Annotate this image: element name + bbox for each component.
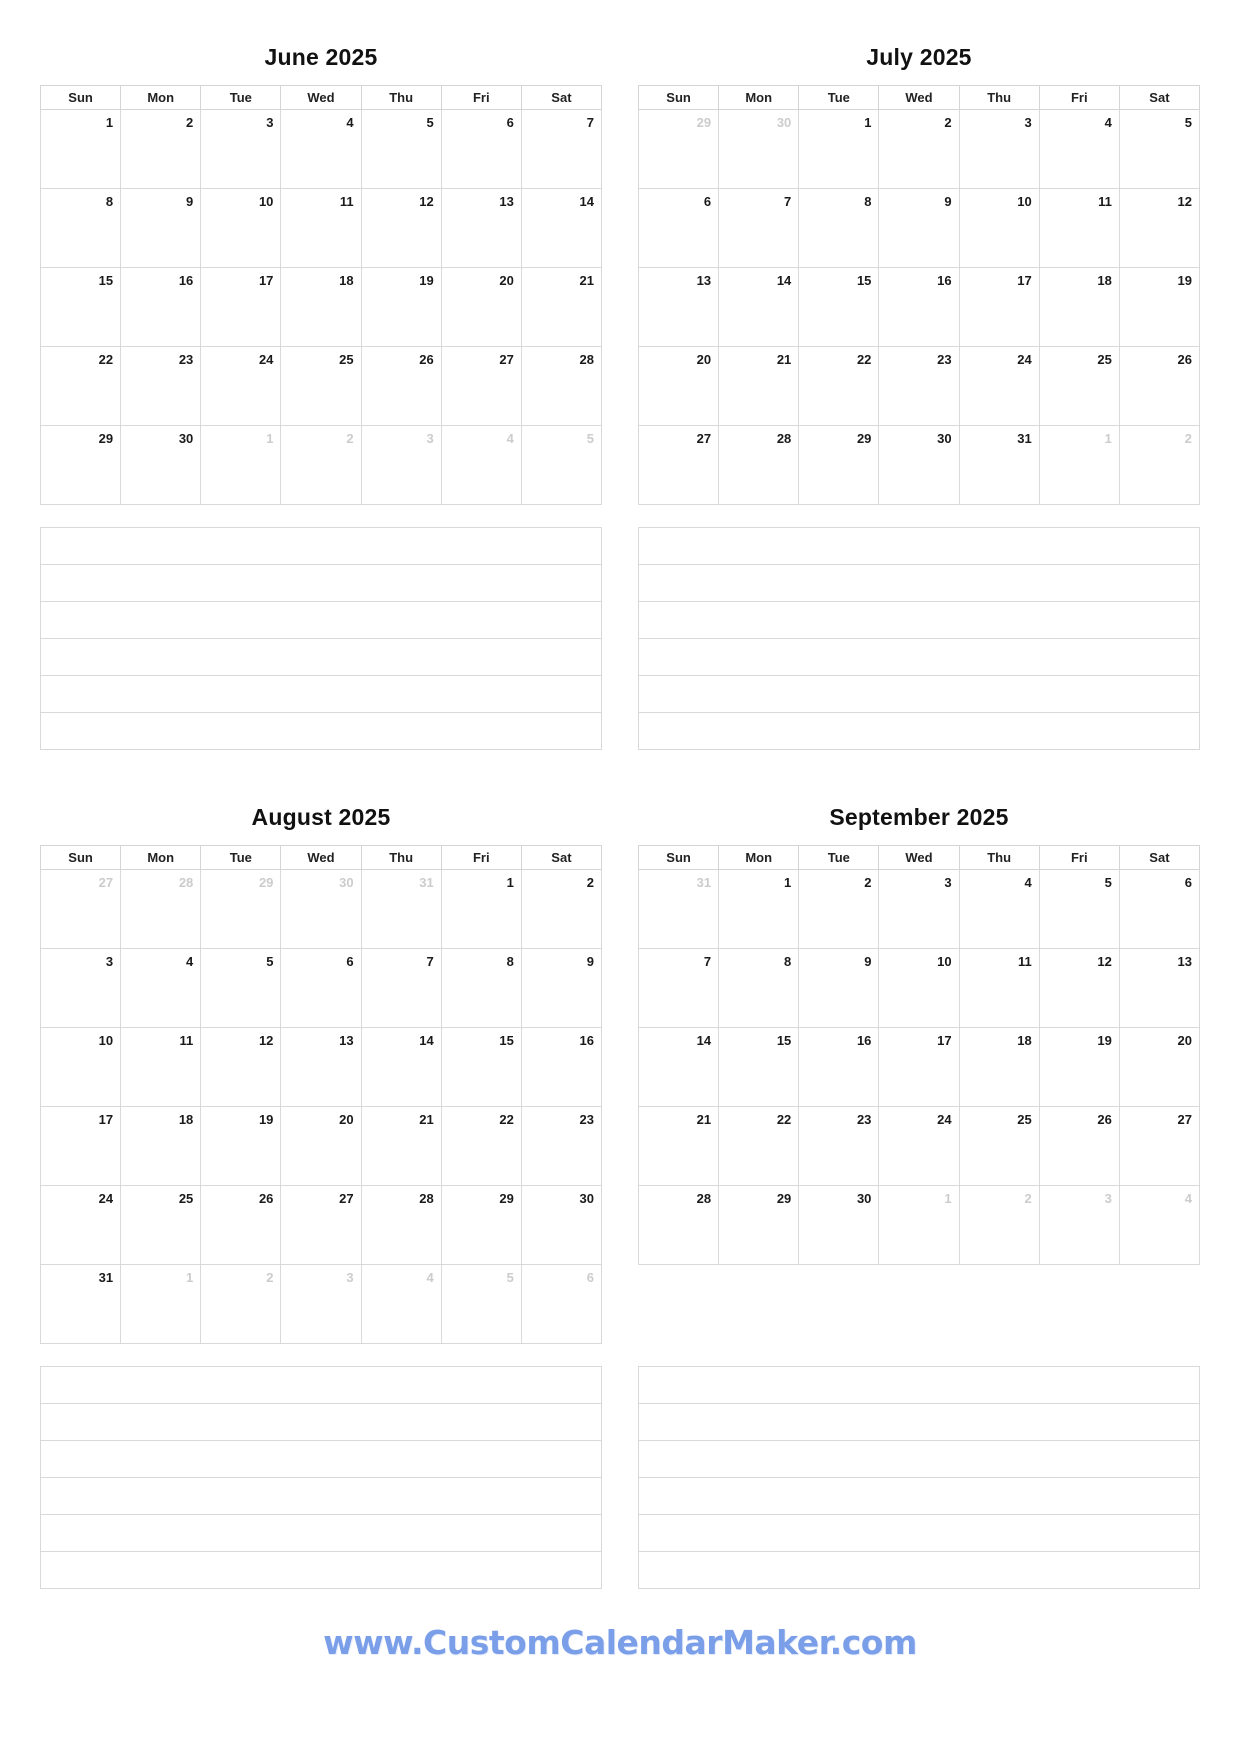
weekday-header-mon: Mon xyxy=(121,86,201,110)
day-cell[interactable]: 11 xyxy=(281,189,361,268)
notes-table-left[interactable] xyxy=(40,527,602,750)
month-grid xyxy=(40,845,602,1344)
day-cell[interactable]: 28 xyxy=(719,426,799,505)
day-cell[interactable]: 26 xyxy=(361,347,441,426)
day-cell[interactable]: 7 xyxy=(639,949,719,1028)
weekday-header-thu: Thu xyxy=(959,86,1039,110)
note-line[interactable] xyxy=(639,1367,1200,1404)
day-cell[interactable]: 29 xyxy=(441,1186,521,1265)
weekday-header-row xyxy=(639,86,1200,110)
note-line-row[interactable] xyxy=(41,602,602,639)
week-row xyxy=(639,870,1200,949)
day-cell[interactable]: 24 xyxy=(879,1107,959,1186)
day-cell[interactable]: 1 xyxy=(719,870,799,949)
note-line[interactable] xyxy=(41,565,602,602)
day-cell[interactable]: 28 xyxy=(639,1186,719,1265)
note-line[interactable] xyxy=(639,565,1200,602)
month-title: August 2025 xyxy=(251,804,391,830)
note-line[interactable] xyxy=(41,602,602,639)
day-cell[interactable]: 27 xyxy=(441,347,521,426)
day-cell[interactable]: 4 xyxy=(361,1265,441,1344)
note-line-row[interactable] xyxy=(41,1478,602,1515)
week-row xyxy=(41,110,602,189)
weekday-header-fri: Fri xyxy=(441,86,521,110)
note-line-row[interactable] xyxy=(41,713,602,750)
day-cell[interactable]: 6 xyxy=(639,189,719,268)
day-cell[interactable]: 5 xyxy=(361,110,441,189)
weekday-header-fri: Fri xyxy=(1039,846,1119,870)
day-cell[interactable]: 29 xyxy=(201,870,281,949)
day-cell[interactable]: 20 xyxy=(441,268,521,347)
day-cell[interactable]: 13 xyxy=(441,189,521,268)
note-line-row[interactable] xyxy=(41,1404,602,1441)
day-cell[interactable]: 3 xyxy=(201,110,281,189)
day-cell[interactable]: 12 xyxy=(1039,949,1119,1028)
day-cell[interactable]: 18 xyxy=(959,1028,1039,1107)
week-row xyxy=(41,949,602,1028)
month-body xyxy=(639,870,1200,1265)
day-cell[interactable]: 24 xyxy=(959,347,1039,426)
day-cell[interactable]: 2 xyxy=(121,110,201,189)
day-cell[interactable]: 30 xyxy=(281,870,361,949)
day-cell[interactable]: 1 xyxy=(41,110,121,189)
day-cell[interactable]: 14 xyxy=(719,268,799,347)
day-cell[interactable]: 27 xyxy=(639,426,719,505)
note-line[interactable] xyxy=(41,713,602,750)
day-cell[interactable]: 21 xyxy=(521,268,601,347)
day-cell[interactable]: 10 xyxy=(959,189,1039,268)
day-cell[interactable]: 16 xyxy=(121,268,201,347)
day-cell[interactable]: 28 xyxy=(521,347,601,426)
note-line[interactable] xyxy=(639,1478,1200,1515)
weekday-header-sun: Sun xyxy=(639,86,719,110)
day-cell[interactable]: 3 xyxy=(879,870,959,949)
week-row xyxy=(639,110,1200,189)
note-line-row[interactable] xyxy=(41,639,602,676)
month-title: July 2025 xyxy=(866,44,972,70)
day-cell[interactable]: 30 xyxy=(799,1186,879,1265)
notes-table-right[interactable] xyxy=(638,527,1200,750)
day-cell[interactable]: 14 xyxy=(521,189,601,268)
day-cell[interactable]: 4 xyxy=(1039,110,1119,189)
month-grid xyxy=(638,845,1200,1265)
day-cell[interactable]: 18 xyxy=(281,268,361,347)
weekday-header-thu: Thu xyxy=(361,846,441,870)
note-line[interactable] xyxy=(639,1441,1200,1478)
month-grid xyxy=(40,85,602,505)
week-row xyxy=(639,949,1200,1028)
day-cell[interactable]: 15 xyxy=(441,1028,521,1107)
day-cell[interactable]: 14 xyxy=(361,1028,441,1107)
day-cell[interactable]: 1 xyxy=(799,110,879,189)
day-cell[interactable]: 12 xyxy=(201,1028,281,1107)
weekday-header-fri: Fri xyxy=(441,846,521,870)
notes-body xyxy=(41,1367,602,1589)
weekday-header-wed: Wed xyxy=(281,846,361,870)
week-row xyxy=(41,426,602,505)
day-cell[interactable]: 26 xyxy=(201,1186,281,1265)
calendar-month-july xyxy=(638,30,1200,505)
calendar-row-bottom xyxy=(40,790,1200,1344)
website-link[interactable]: www.CustomCalendarMaker.com xyxy=(323,1623,917,1662)
note-line[interactable] xyxy=(41,528,602,565)
day-cell[interactable]: 25 xyxy=(959,1107,1039,1186)
day-cell[interactable]: 7 xyxy=(361,949,441,1028)
day-cell[interactable]: 28 xyxy=(121,870,201,949)
day-cell[interactable]: 15 xyxy=(799,268,879,347)
note-line[interactable] xyxy=(639,602,1200,639)
note-line-row[interactable] xyxy=(639,1552,1200,1589)
note-line[interactable] xyxy=(639,713,1200,750)
day-cell[interactable]: 1 xyxy=(441,870,521,949)
note-line-row[interactable] xyxy=(639,1404,1200,1441)
day-cell[interactable]: 6 xyxy=(281,949,361,1028)
day-cell[interactable]: 31 xyxy=(41,1265,121,1344)
week-row xyxy=(41,189,602,268)
day-cell[interactable]: 6 xyxy=(521,1265,601,1344)
week-row xyxy=(41,1028,602,1107)
note-line-row[interactable] xyxy=(639,1367,1200,1404)
weekday-header-tue: Tue xyxy=(201,86,281,110)
day-cell[interactable]: 6 xyxy=(1119,870,1199,949)
note-line[interactable] xyxy=(41,1367,602,1404)
day-cell[interactable]: 17 xyxy=(959,268,1039,347)
note-line-row[interactable] xyxy=(639,1478,1200,1515)
day-cell[interactable]: 17 xyxy=(201,268,281,347)
note-line[interactable] xyxy=(41,676,602,713)
note-line[interactable] xyxy=(41,1441,602,1478)
day-cell[interactable]: 29 xyxy=(41,426,121,505)
note-line-row[interactable] xyxy=(639,528,1200,565)
day-cell[interactable]: 2 xyxy=(799,870,879,949)
note-line[interactable] xyxy=(639,639,1200,676)
week-row xyxy=(41,1107,602,1186)
day-cell[interactable]: 27 xyxy=(1119,1107,1199,1186)
day-cell[interactable]: 22 xyxy=(441,1107,521,1186)
day-cell[interactable]: 8 xyxy=(441,949,521,1028)
notes-body xyxy=(639,1367,1200,1589)
day-cell[interactable]: 6 xyxy=(441,110,521,189)
note-line[interactable] xyxy=(639,1404,1200,1441)
day-cell[interactable]: 8 xyxy=(719,949,799,1028)
day-cell[interactable]: 1 xyxy=(879,1186,959,1265)
footer xyxy=(40,1623,1200,1662)
weekday-header-tue: Tue xyxy=(799,86,879,110)
day-cell[interactable]: 4 xyxy=(121,949,201,1028)
day-cell[interactable]: 5 xyxy=(201,949,281,1028)
day-cell[interactable]: 14 xyxy=(639,1028,719,1107)
day-cell[interactable]: 25 xyxy=(1039,347,1119,426)
day-cell[interactable]: 19 xyxy=(361,268,441,347)
day-cell[interactable]: 20 xyxy=(639,347,719,426)
day-cell[interactable]: 2 xyxy=(281,426,361,505)
day-cell[interactable]: 27 xyxy=(281,1186,361,1265)
day-cell[interactable]: 21 xyxy=(361,1107,441,1186)
day-cell[interactable]: 7 xyxy=(719,189,799,268)
day-cell[interactable]: 18 xyxy=(1039,268,1119,347)
day-cell[interactable]: 30 xyxy=(719,110,799,189)
day-cell[interactable]: 8 xyxy=(41,189,121,268)
week-row xyxy=(639,1028,1200,1107)
day-cell[interactable]: 22 xyxy=(719,1107,799,1186)
note-line[interactable] xyxy=(41,639,602,676)
day-cell[interactable]: 16 xyxy=(879,268,959,347)
day-cell[interactable]: 7 xyxy=(521,110,601,189)
day-cell[interactable]: 1 xyxy=(201,426,281,505)
note-line-row[interactable] xyxy=(41,676,602,713)
calendar-month-august xyxy=(40,790,602,1344)
day-cell[interactable]: 21 xyxy=(639,1107,719,1186)
weekday-header-row xyxy=(639,846,1200,870)
note-line[interactable] xyxy=(639,1515,1200,1552)
day-cell[interactable]: 2 xyxy=(521,870,601,949)
weekday-header-thu: Thu xyxy=(361,86,441,110)
day-cell[interactable]: 4 xyxy=(281,110,361,189)
weekday-header-fri: Fri xyxy=(1039,86,1119,110)
week-row xyxy=(41,1186,602,1265)
weekday-header-sat: Sat xyxy=(521,86,601,110)
day-cell[interactable]: 12 xyxy=(1119,189,1199,268)
month-body xyxy=(41,870,602,1344)
day-cell[interactable]: 13 xyxy=(1119,949,1199,1028)
day-cell[interactable]: 17 xyxy=(41,1107,121,1186)
day-cell[interactable]: 15 xyxy=(41,268,121,347)
day-cell[interactable]: 21 xyxy=(719,347,799,426)
note-line[interactable] xyxy=(639,676,1200,713)
day-cell[interactable]: 5 xyxy=(1119,110,1199,189)
day-cell[interactable]: 26 xyxy=(1119,347,1199,426)
weekday-header-mon: Mon xyxy=(719,846,799,870)
weekday-header-wed: Wed xyxy=(879,846,959,870)
day-cell[interactable]: 31 xyxy=(639,870,719,949)
day-cell[interactable]: 31 xyxy=(361,870,441,949)
day-cell[interactable]: 10 xyxy=(879,949,959,1028)
day-cell[interactable]: 19 xyxy=(1039,1028,1119,1107)
day-cell[interactable]: 13 xyxy=(639,268,719,347)
weekday-header-sun: Sun xyxy=(41,86,121,110)
note-line[interactable] xyxy=(41,1478,602,1515)
day-cell[interactable]: 2 xyxy=(201,1265,281,1344)
note-line[interactable] xyxy=(41,1552,602,1589)
day-cell[interactable]: 23 xyxy=(521,1107,601,1186)
month-body xyxy=(41,110,602,505)
note-line-row[interactable] xyxy=(41,1441,602,1478)
weekday-header-mon: Mon xyxy=(121,846,201,870)
note-line-row[interactable] xyxy=(41,1515,602,1552)
day-cell[interactable]: 9 xyxy=(799,949,879,1028)
calendar-month-september xyxy=(638,790,1200,1344)
day-cell[interactable]: 24 xyxy=(41,1186,121,1265)
notes-table-left[interactable] xyxy=(40,1366,602,1589)
note-line-row[interactable] xyxy=(41,1367,602,1404)
weekday-header-sat: Sat xyxy=(521,846,601,870)
day-cell[interactable]: 29 xyxy=(639,110,719,189)
day-cell[interactable]: 2 xyxy=(1119,426,1199,505)
day-cell[interactable]: 3 xyxy=(361,426,441,505)
day-cell[interactable]: 19 xyxy=(1119,268,1199,347)
note-line-row[interactable] xyxy=(639,676,1200,713)
day-cell[interactable]: 20 xyxy=(1119,1028,1199,1107)
day-cell[interactable]: 11 xyxy=(1039,189,1119,268)
notes-section-top xyxy=(40,527,1200,750)
note-line-row[interactable] xyxy=(41,528,602,565)
weekday-header-row xyxy=(41,846,602,870)
day-cell[interactable]: 20 xyxy=(281,1107,361,1186)
day-cell[interactable]: 2 xyxy=(959,1186,1039,1265)
day-cell[interactable]: 3 xyxy=(959,110,1039,189)
day-cell[interactable]: 30 xyxy=(121,426,201,505)
day-cell[interactable]: 25 xyxy=(121,1186,201,1265)
note-line-row[interactable] xyxy=(41,565,602,602)
day-cell[interactable]: 23 xyxy=(121,347,201,426)
day-cell[interactable]: 13 xyxy=(281,1028,361,1107)
day-cell[interactable]: 25 xyxy=(281,347,361,426)
day-cell[interactable]: 3 xyxy=(1039,1186,1119,1265)
day-cell[interactable]: 3 xyxy=(281,1265,361,1344)
day-cell[interactable]: 9 xyxy=(121,189,201,268)
month-title: September 2025 xyxy=(829,804,1009,830)
week-row xyxy=(41,268,602,347)
weekday-header-sat: Sat xyxy=(1119,846,1199,870)
week-row xyxy=(639,426,1200,505)
day-cell[interactable]: 30 xyxy=(521,1186,601,1265)
weekday-header-sun: Sun xyxy=(41,846,121,870)
calendar-row-top xyxy=(40,30,1200,505)
week-row xyxy=(639,347,1200,426)
day-cell[interactable]: 28 xyxy=(361,1186,441,1265)
day-cell[interactable]: 23 xyxy=(879,347,959,426)
notes-body xyxy=(41,528,602,750)
day-cell[interactable]: 11 xyxy=(121,1028,201,1107)
day-cell[interactable]: 8 xyxy=(799,189,879,268)
day-cell[interactable]: 26 xyxy=(1039,1107,1119,1186)
notes-table-right[interactable] xyxy=(638,1366,1200,1589)
note-line-row[interactable] xyxy=(639,1515,1200,1552)
notes-body xyxy=(639,528,1200,750)
day-cell[interactable]: 18 xyxy=(121,1107,201,1186)
weekday-header-tue: Tue xyxy=(201,846,281,870)
note-line-row[interactable] xyxy=(41,1552,602,1589)
note-line[interactable] xyxy=(41,1515,602,1552)
note-line[interactable] xyxy=(639,528,1200,565)
day-cell[interactable]: 24 xyxy=(201,347,281,426)
weekday-header-row xyxy=(41,86,602,110)
weekday-header-sat: Sat xyxy=(1119,86,1199,110)
week-row xyxy=(639,1186,1200,1265)
week-row xyxy=(41,1265,602,1344)
week-row xyxy=(639,189,1200,268)
day-cell[interactable]: 4 xyxy=(959,870,1039,949)
day-cell[interactable]: 23 xyxy=(799,1107,879,1186)
day-cell[interactable]: 9 xyxy=(521,949,601,1028)
weekday-header-wed: Wed xyxy=(879,86,959,110)
day-cell[interactable]: 16 xyxy=(521,1028,601,1107)
note-line-row[interactable] xyxy=(639,713,1200,750)
week-row xyxy=(41,347,602,426)
day-cell[interactable]: 3 xyxy=(41,949,121,1028)
weekday-header-sun: Sun xyxy=(639,846,719,870)
day-cell[interactable]: 29 xyxy=(719,1186,799,1265)
calendar-month-june xyxy=(40,30,602,505)
note-line[interactable] xyxy=(639,1552,1200,1589)
note-line-row[interactable] xyxy=(639,1441,1200,1478)
day-cell[interactable]: 5 xyxy=(521,426,601,505)
notes-section-bottom xyxy=(40,1366,1200,1589)
day-cell[interactable]: 1 xyxy=(121,1265,201,1344)
day-cell[interactable]: 12 xyxy=(361,189,441,268)
day-cell[interactable]: 2 xyxy=(879,110,959,189)
day-cell[interactable]: 9 xyxy=(879,189,959,268)
day-cell[interactable]: 1 xyxy=(1039,426,1119,505)
week-row xyxy=(41,870,602,949)
day-cell[interactable]: 16 xyxy=(799,1028,879,1107)
day-cell[interactable]: 31 xyxy=(959,426,1039,505)
day-cell[interactable]: 22 xyxy=(41,347,121,426)
weekday-header-tue: Tue xyxy=(799,846,879,870)
section-spacer xyxy=(40,750,1200,790)
weekday-header-thu: Thu xyxy=(959,846,1039,870)
month-body xyxy=(639,110,1200,505)
weekday-header-mon: Mon xyxy=(719,86,799,110)
day-cell[interactable]: 4 xyxy=(1119,1186,1199,1265)
day-cell[interactable]: 27 xyxy=(41,870,121,949)
day-cell[interactable]: 5 xyxy=(1039,870,1119,949)
note-line-row[interactable] xyxy=(639,565,1200,602)
month-grid xyxy=(638,85,1200,505)
day-cell[interactable]: 29 xyxy=(799,426,879,505)
note-line-row[interactable] xyxy=(639,602,1200,639)
day-cell[interactable]: 5 xyxy=(441,1265,521,1344)
day-cell[interactable]: 30 xyxy=(879,426,959,505)
note-line-row[interactable] xyxy=(639,639,1200,676)
day-cell[interactable]: 10 xyxy=(201,189,281,268)
day-cell[interactable]: 19 xyxy=(201,1107,281,1186)
day-cell[interactable]: 11 xyxy=(959,949,1039,1028)
week-row xyxy=(639,268,1200,347)
day-cell[interactable]: 22 xyxy=(799,347,879,426)
note-line[interactable] xyxy=(41,1404,602,1441)
weekday-header-wed: Wed xyxy=(281,86,361,110)
day-cell[interactable]: 15 xyxy=(719,1028,799,1107)
day-cell[interactable]: 4 xyxy=(441,426,521,505)
month-title: June 2025 xyxy=(264,44,378,70)
day-cell[interactable]: 17 xyxy=(879,1028,959,1107)
day-cell[interactable]: 10 xyxy=(41,1028,121,1107)
week-row xyxy=(639,1107,1200,1186)
